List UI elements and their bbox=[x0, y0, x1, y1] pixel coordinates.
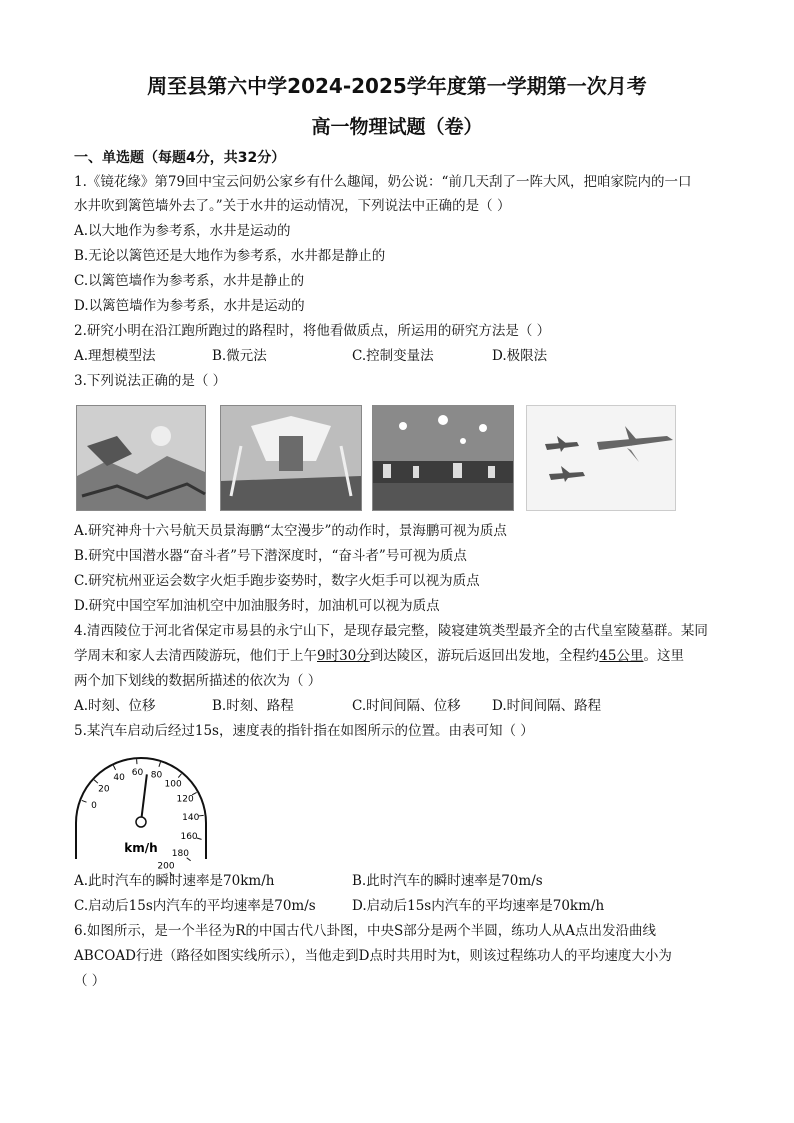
q4-stem-text-b: 到达陵区，游玩后返回出发地，全程约 bbox=[369, 648, 600, 664]
astronaut-spacewalk-photo bbox=[76, 405, 206, 511]
gauge-tick-label: 120 bbox=[176, 794, 194, 805]
q4-stem-text-c: 。这里 bbox=[643, 648, 684, 664]
exam-subtitle: 高一物理试题（卷） bbox=[311, 116, 483, 138]
gauge-tick-label: 140 bbox=[182, 812, 200, 823]
q4-option-c: C.时间间隔、位移 bbox=[352, 698, 461, 714]
q3-option-b: B.研究中国潜水器“奋斗者”号下潜深度时，“奋斗者”号可视为质点 bbox=[74, 548, 467, 564]
q1-option-a: A.以大地作为参考系，水井是运动的 bbox=[74, 223, 291, 239]
q4-option-a: A.时刻、位移 bbox=[74, 698, 156, 714]
gauge-tick-label: 100 bbox=[164, 779, 182, 790]
submersible-photo bbox=[220, 405, 362, 511]
digital-torchbearer-photo bbox=[372, 405, 514, 511]
gauge-tick-label: 80 bbox=[150, 770, 163, 781]
q4-option-b: B.时刻、路程 bbox=[212, 698, 294, 714]
gauge-tick-label: 40 bbox=[113, 773, 125, 784]
gauge-tick-label: 200 bbox=[157, 861, 175, 872]
q6-stem-line1: 6.如图所示，是一个半径为R的中国古代八卦图，中央S部分是两个半圆，练功人从A点出发沿曲线 bbox=[74, 923, 657, 939]
q6-stem-line2: ABCOAD行进（路径如图实线所示），当他走到D点时共用时为t，则该过程练功人的平均速度大小为 bbox=[74, 948, 672, 964]
gauge-tick bbox=[82, 800, 87, 802]
gauge-tick bbox=[159, 762, 161, 767]
q4-stem-text-a: 学周末和家人去清西陵游玩，他们于上午 bbox=[74, 648, 317, 664]
q2-stem: 2.研究小明在沿江跑所跑过的路程时，将他看做质点，所运用的研究方法是（ ） bbox=[74, 323, 551, 339]
needle-pivot bbox=[136, 817, 146, 827]
exam-title: 周至县第六中学2024-2025学年度第一学期第一次月考 bbox=[147, 74, 647, 98]
q3-stem: 3.下列说法正确的是（ ） bbox=[74, 373, 227, 389]
q3-option-a: A.研究神舟十六号航天员景海鹏“太空漫步”的动作时，景海鹏可视为质点 bbox=[74, 523, 507, 539]
gauge-tick-label: 20 bbox=[98, 784, 110, 795]
q6-stem-line3: （ ） bbox=[74, 973, 106, 989]
speedometer-gauge bbox=[74, 755, 208, 872]
q3-option-c: C.研究杭州亚运会数字火炬手跑步姿势时，数字火炬手可以视为质点 bbox=[74, 573, 480, 589]
q2-option-a: A.理想模型法 bbox=[74, 348, 156, 364]
q5-stem: 5.某汽车启动后经过15s，速度表的指针指在如图所示的位置。由表可知（ ） bbox=[74, 723, 534, 739]
q4-underlined-distance: 45公里 bbox=[599, 648, 644, 664]
q4-underlined-time: 9时30分 bbox=[317, 648, 370, 664]
gauge-tick bbox=[178, 774, 181, 778]
gauge-tick bbox=[94, 780, 98, 783]
q4-stem-line2 bbox=[74, 646, 684, 666]
gauge-tick bbox=[199, 815, 204, 816]
gauge-tick-label: 0 bbox=[91, 800, 97, 811]
gauge-tick-label: 160 bbox=[180, 831, 198, 842]
q5-option-b: B.此时汽车的瞬时速率是70m/s bbox=[352, 873, 543, 889]
speedometer-svg bbox=[74, 755, 208, 872]
refueling-aircraft-photo bbox=[526, 405, 676, 511]
q1-option-b: B.无论以篱笆还是大地作为参考系，水井都是静止的 bbox=[74, 248, 386, 264]
q5-option-a: A.此时汽车的瞬时速率是70km/h bbox=[74, 873, 275, 889]
q1-stem-line2: 水井吹到篱笆墙外去了。”关于水井的运动情况，下列说法中正确的是（ ） bbox=[74, 198, 511, 214]
q4-stem-line1: 4.清西陵位于河北省保定市易县的永宁山下，是现存最完整，陵寝建筑类型最齐全的古代皇室陵墓群。某同 bbox=[74, 623, 708, 639]
q5-option-d: D.启动后15s内汽车的平均速率是70km/h bbox=[352, 898, 605, 914]
q1-option-d: D.以篱笆墙作为参考系，水井是运动的 bbox=[74, 298, 305, 314]
gauge-tick-label: 60 bbox=[131, 768, 144, 779]
q2-option-b: B.微元法 bbox=[212, 348, 267, 364]
q1-option-c: C.以篱笆墙作为参考系，水井是静止的 bbox=[74, 273, 305, 289]
q1-stem-line1: 1.《镜花缘》第79回中宝云问奶公家乡有什么趣闻，奶公说：“前几天刮了一阵大风，把咱家院内的一口 bbox=[74, 174, 692, 190]
q2-option-d: D.极限法 bbox=[492, 348, 548, 364]
speedometer-unit: km/h bbox=[124, 841, 158, 855]
q4-stem-line3: 两个加下划线的数据所描述的依次为（ ） bbox=[74, 673, 322, 689]
q2-option-c: C.控制变量法 bbox=[352, 348, 434, 364]
q5-option-c: C.启动后15s内汽车的平均速率是70m/s bbox=[74, 898, 316, 914]
speedometer-needle bbox=[141, 774, 147, 822]
gauge-tick-label: 180 bbox=[171, 848, 189, 859]
gauge-tick bbox=[113, 765, 115, 769]
q3-option-d: D.研究中国空军加油机空中加油服务时，加油机可以视为质点 bbox=[74, 598, 440, 614]
q4-option-d: D.时间间隔、路程 bbox=[492, 698, 602, 714]
section-heading: 一、单选题（每题4分，共32分） bbox=[74, 150, 286, 166]
